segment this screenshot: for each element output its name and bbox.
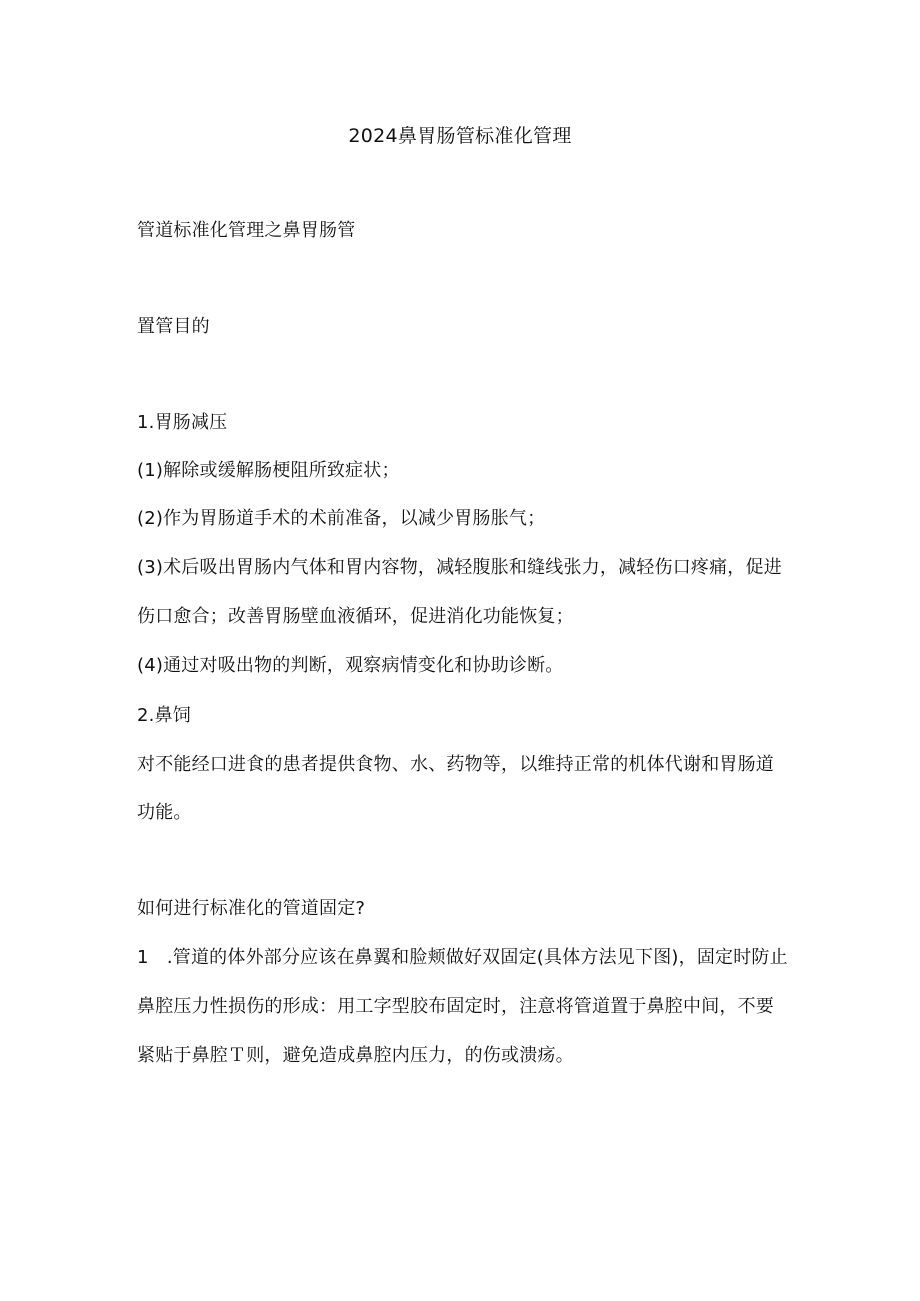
section-heading-fixation: 如何进行标准化的管道固定? (137, 898, 366, 919)
item1-point-continuation: 伤口愈合；改善胃肠壁血液循环，促进消化功能恢复； (137, 606, 574, 627)
section-heading-purpose: 置管目的 (137, 316, 210, 337)
fixation-paragraph-line: 鼻腔压力性损伤的形成：用工字型胶布固定时，注意将管道置于鼻腔中间，不要 (137, 996, 774, 1017)
item1-heading: 1.胃肠减压 (137, 412, 228, 433)
item2-paragraph-line: 对不能经口进食的患者提供食物、水、药物等，以维持正常的机体代谢和胃肠道 (137, 754, 774, 775)
item2-paragraph-line: 功能。 (137, 802, 192, 823)
fixation-paragraph-line: 1 .管道的体外部分应该在鼻翼和脸颊做好双固定(具体方法见下图)，固定时防止 (137, 947, 788, 968)
item1-point: (4)通过对吸出物的判断，观察病情变化和协助诊断。 (137, 655, 564, 676)
fixation-paragraph-line: 紧贴于鼻腔Ｔ则，避免造成鼻腔内压力，的伤或溃疡。 (137, 1045, 574, 1066)
document-subtitle: 管道标准化管理之鼻胃肠管 (137, 220, 356, 241)
item1-point: (2)作为胃肠道手术的术前准备，以减少胃肠胀气； (137, 508, 546, 529)
item1-point: (1)解除或缓解肠梗阻所致症状； (137, 460, 400, 481)
document-title: 2024鼻胃肠管标准化管理 (348, 125, 572, 147)
item1-point: (3)术后吸出胃肠内气体和胃内容物，减轻腹胀和缝线张力，减轻伤口疼痛，促进 (137, 557, 782, 578)
item2-heading: 2.鼻饲 (137, 705, 191, 726)
